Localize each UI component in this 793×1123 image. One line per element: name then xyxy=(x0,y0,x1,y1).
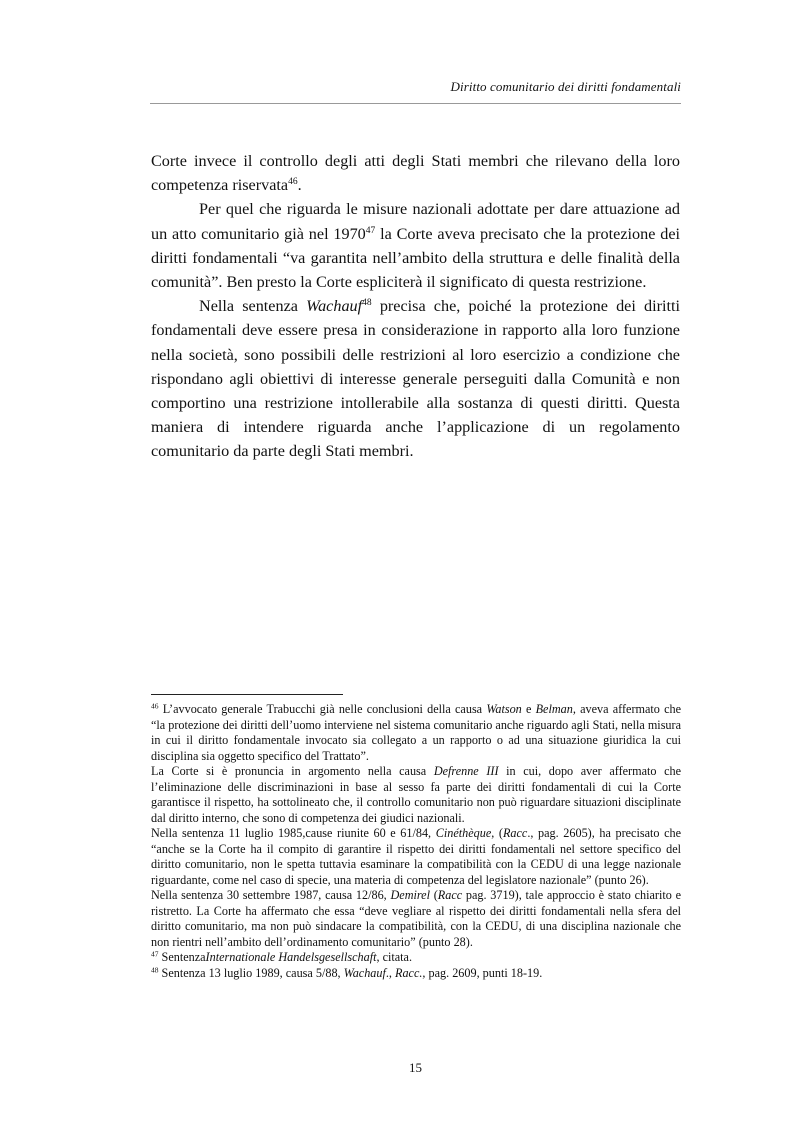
footnote-46-text-a: L’avvocato generale Trabucchi già nelle conclusioni della causa xyxy=(158,702,487,716)
footnote-number-48: 48 xyxy=(151,965,159,974)
footnote-46 xyxy=(151,702,681,764)
footnote-ref-47[interactable]: 47 xyxy=(365,225,376,236)
footnote-48 xyxy=(151,966,681,982)
footnote-46-and: e xyxy=(521,702,536,716)
paragraph-3 xyxy=(151,294,680,463)
footnote-number-46: 46 xyxy=(151,701,159,711)
paragraph-3-text-b: precisa che, poiché la protezione dei diritti fondamentali deve essere presa in considerazione in rapporto alla loro funzione nella società, sono possibili delle restrizioni al loro esercizio a condizione che rispondano agli obiettivi di interesse generale perseguiti dalla Comunità e non comportino una restrizione intollerabile alla sostanza di questi diritti. Questa maniera di intendere riguarda anche l’applicazione di un regolamento comunitario da parte degli Stati membri. xyxy=(151,297,680,461)
paragraph-3-text-a: Nella sentenza xyxy=(199,297,307,316)
case-name-wachauf: Wachauf xyxy=(343,965,386,980)
header-rule xyxy=(150,103,681,104)
body-text xyxy=(151,149,680,464)
case-name-belman: Belman, xyxy=(535,702,576,716)
paragraph-2-text-b: la Corte aveva precisato che la protezione dei diritti fondamentali “va garantita nell’ambito della struttura e delle finalità della comunità”. Ben presto la Corte espliciterà il significato di questa restrizione. xyxy=(151,224,680,292)
footnote-ref-46[interactable]: 46 xyxy=(288,177,298,188)
paragraph-2 xyxy=(151,197,680,294)
footnote-46-p2-text-a: La Corte si è pronuncia in argomento nella causa xyxy=(151,764,434,778)
footnote-46-p2-text-b: in cui, dopo aver affermato che l’eliminazione delle discriminazioni in base al sesso fa parte dei diritti fondamentali di cui la Corte garantisce il rispetto, ha sottolineato che, il controllo comunitario non può riguardare situazioni disciplinate dal diritto interno, che sono di competenza dei giudici nazionali. xyxy=(151,764,681,825)
case-name-defrenne: Defrenne III xyxy=(433,764,499,778)
footnote-number-47: 47 xyxy=(151,949,159,959)
paragraph-2-text-a: Per quel che riguarda le misure nazionali adottate per dare attuazione ad un atto comunitario già nel 1970 xyxy=(151,200,680,243)
paragraph-1-text: Corte invece il controllo degli atti degli Stati membri che rilevano della loro competenza riservata xyxy=(151,152,680,195)
paragraph-1 xyxy=(151,149,680,197)
paragraph-1-end: . xyxy=(297,176,302,195)
running-header: Diritto comunitario dei diritti fondamentali xyxy=(450,79,681,94)
footnote-47-text-a: Sentenza xyxy=(158,950,206,964)
footnote-46-p3-text-a: Nella sentenza 11 luglio 1985,cause riunite 60 e 61/84, xyxy=(151,826,436,840)
racc-abbreviation: Racc., xyxy=(395,965,426,980)
racc-abbreviation: Racc xyxy=(502,826,528,840)
racc-abbreviation: Racc xyxy=(437,888,463,902)
footnotes xyxy=(151,702,681,981)
footnote-46-p4-text-a: Nella sentenza 30 settembre 1987, causa 12/86, xyxy=(151,888,391,902)
footnote-46-p4-text-b: ( xyxy=(429,888,438,902)
footnote-46-p3-text-b: , ( xyxy=(491,826,503,840)
footnote-46-paragraph-2 xyxy=(151,764,681,826)
footnote-48-text-c: pag. 2609, punti 18-19. xyxy=(425,965,543,980)
footnote-46-text-b: aveva affermato che “la protezione dei diritti dell’uomo interviene nel sistema comunitario anche riguardo agli Stati, nella misura in cui il diritto fondamentale invocato sia collegato a un rapporto o ad una situazione giuridica la cui disciplina sia oggetto specifico del Trattato”. xyxy=(151,702,681,763)
footnote-46-p3-text-c: ., pag. 2605), ha precisato che “anche se la Corte ha il compito di garantire il rispetto dei diritti fondamentali nel settore specifico del diritto comunitario, non le spetta tuttavia esaminare la compatibilità con la CEDU di una legge nazionale riguardante, come nel caso di specie, una materia di competenza del legislatore nazionale” (punto 26). xyxy=(151,826,682,887)
case-name-watson: Watson xyxy=(486,702,522,716)
footnote-48-text-a: Sentenza 13 luglio 1989, causa 5/88, xyxy=(158,965,344,980)
case-name-wachauf: Wachauf xyxy=(306,297,363,316)
footnote-48-text-b: ., xyxy=(385,965,395,980)
footnote-47 xyxy=(151,950,681,966)
footnote-47-text-b: , citata. xyxy=(376,950,413,964)
footnote-ref-48[interactable]: 48 xyxy=(362,298,372,309)
footnote-46-paragraph-4 xyxy=(151,888,681,950)
case-name-handelsgesellschaft: Internationale Handelsgesellschaft xyxy=(205,950,377,964)
footnote-46-paragraph-3 xyxy=(151,826,681,888)
footnote-46-p4-text-c: pag. 3719), tale approccio è stato chiarito e ristretto. La Corte ha affermato che essa “deve vegliare al rispetto dei diritti fondamentali nella sfera del diritto comunitario, ma non può sindacare la compatibilità, con la CEDU, di una disciplina nazionale che non rientri nell’ambito dell’ordinamento comunitario” (punto 28). xyxy=(151,888,681,949)
case-name-demirel: Demirel xyxy=(390,888,430,902)
page-number: 15 xyxy=(409,1060,422,1075)
footnote-separator xyxy=(151,694,343,695)
case-name-cinematheque: Cinéthèque xyxy=(435,826,492,840)
